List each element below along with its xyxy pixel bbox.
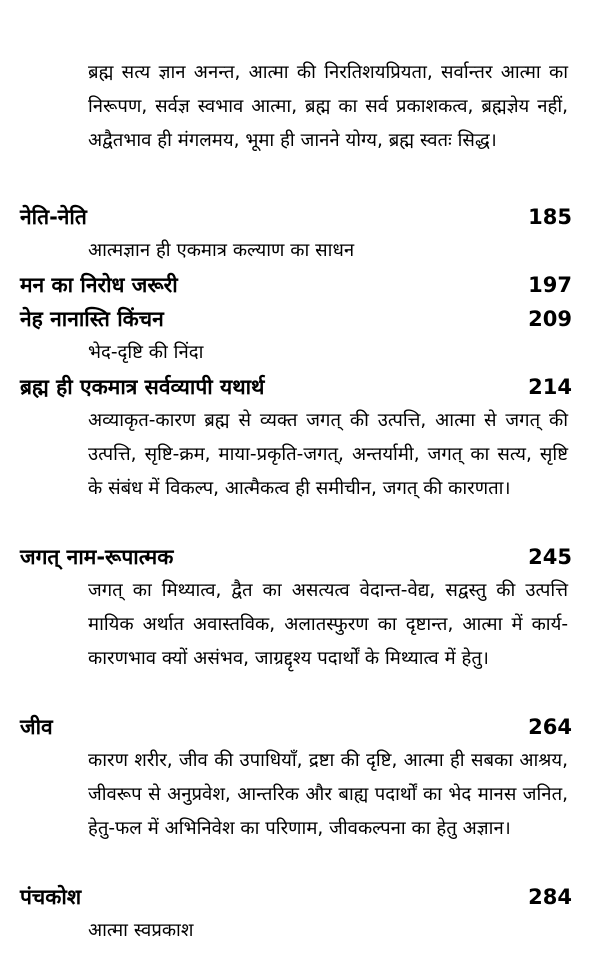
- toc-entry-page-number: 197: [528, 273, 572, 297]
- toc-heading: [0, 268, 600, 302]
- toc-entry-title: पंचकोश: [20, 885, 82, 909]
- toc-entry-page-number: 284: [528, 885, 572, 909]
- toc-entry-title: मन का निरोध जरूरी: [20, 273, 178, 297]
- toc-heading: [0, 200, 600, 234]
- toc-entry-description: अव्याकृत-कारण ब्रह्म से व्यक्त जगत् की उत्पत्ति, आत्मा से जगत् की उत्पत्ति, सृष्टि-क्रम, माया-प्रकृति-जगत्, अन्तर्यामी, जगत् का सत्य, सृष्टि के संबंध में विकल्प, आत्मैकत्व ही समीचीन, जगत् की कारणता।: [88, 410, 568, 499]
- toc-heading: [0, 710, 600, 744]
- toc-entry-title: नेति-नेति: [20, 205, 87, 229]
- toc-heading: [0, 370, 600, 404]
- toc-entry-page-number: 214: [528, 375, 572, 399]
- toc-entry-title: नेह नानास्ति किंचन: [20, 307, 164, 331]
- toc-entry: [0, 200, 600, 268]
- toc-entry-description: जगत् का मिथ्यात्व, द्वैत का असत्यत्व वेदान्त-वेद्य, सद्वस्तु की उत्पत्ति मायिक अर्थात अवास्तविक, अलातस्फुरण का दृष्टान्त, आत्मा में कार्य-कारणभाव क्यों असंभव, जाग्रद्दृश्य पदार्थों के मिथ्यात्व में हेतु।: [88, 580, 568, 669]
- toc-entry: [0, 268, 600, 302]
- intro-description: ब्रह्म सत्य ज्ञान अनन्त, आत्मा की निरतिशयप्रियता, सर्वान्तर आत्मा का निरूपण, सर्वज्ञ स्वभाव आत्मा, ब्रह्म का सर्व प्रकाशकत्व, ब्रह्मज्ञेय नहीं, अद्वैतभाव ही मंगलमय, भूमा ही जानने योग्य, ब्रह्म स्वतः सिद्ध।: [88, 62, 568, 151]
- toc-heading: [0, 880, 600, 914]
- toc-heading: [0, 540, 600, 574]
- toc-entry-page-number: 245: [528, 545, 572, 569]
- toc-entry-title: जगत् नाम-रूपात्मक: [20, 545, 174, 569]
- toc-entry-description: आत्मा स्वप्रकाश: [88, 920, 194, 941]
- toc-entry: [0, 540, 600, 676]
- toc-entry-page-number: 209: [528, 307, 572, 331]
- toc-entry: [0, 370, 600, 506]
- toc-entry: [0, 302, 600, 370]
- toc-entry-page-number: 264: [528, 715, 572, 739]
- toc-entry: [0, 710, 600, 846]
- toc-entry-title: ब्रह्म ही एकमात्र सर्वव्यापी यथार्थ: [20, 375, 265, 399]
- toc-entry-title: जीव: [20, 715, 53, 739]
- toc-entry: [0, 880, 600, 948]
- toc-heading: [0, 302, 600, 336]
- toc-entry-description: भेद-दृष्टि की निंदा: [88, 342, 204, 363]
- toc-entry-description: कारण शरीर, जीव की उपाधियाँ, द्रष्टा की दृष्टि, आत्मा ही सबका आश्रय, जीवरूप से अनुप्रवेश, आन्तरिक और बाह्य पदार्थों का भेद मानस जनित, हेतु-फल में अभिनिवेश का परिणाम, जीवकल्पना का हेतु अज्ञान।: [88, 750, 568, 839]
- toc-entry-description: आत्मज्ञान ही एकमात्र कल्याण का साधन: [88, 240, 355, 261]
- toc-entry-page-number: 185: [528, 205, 572, 229]
